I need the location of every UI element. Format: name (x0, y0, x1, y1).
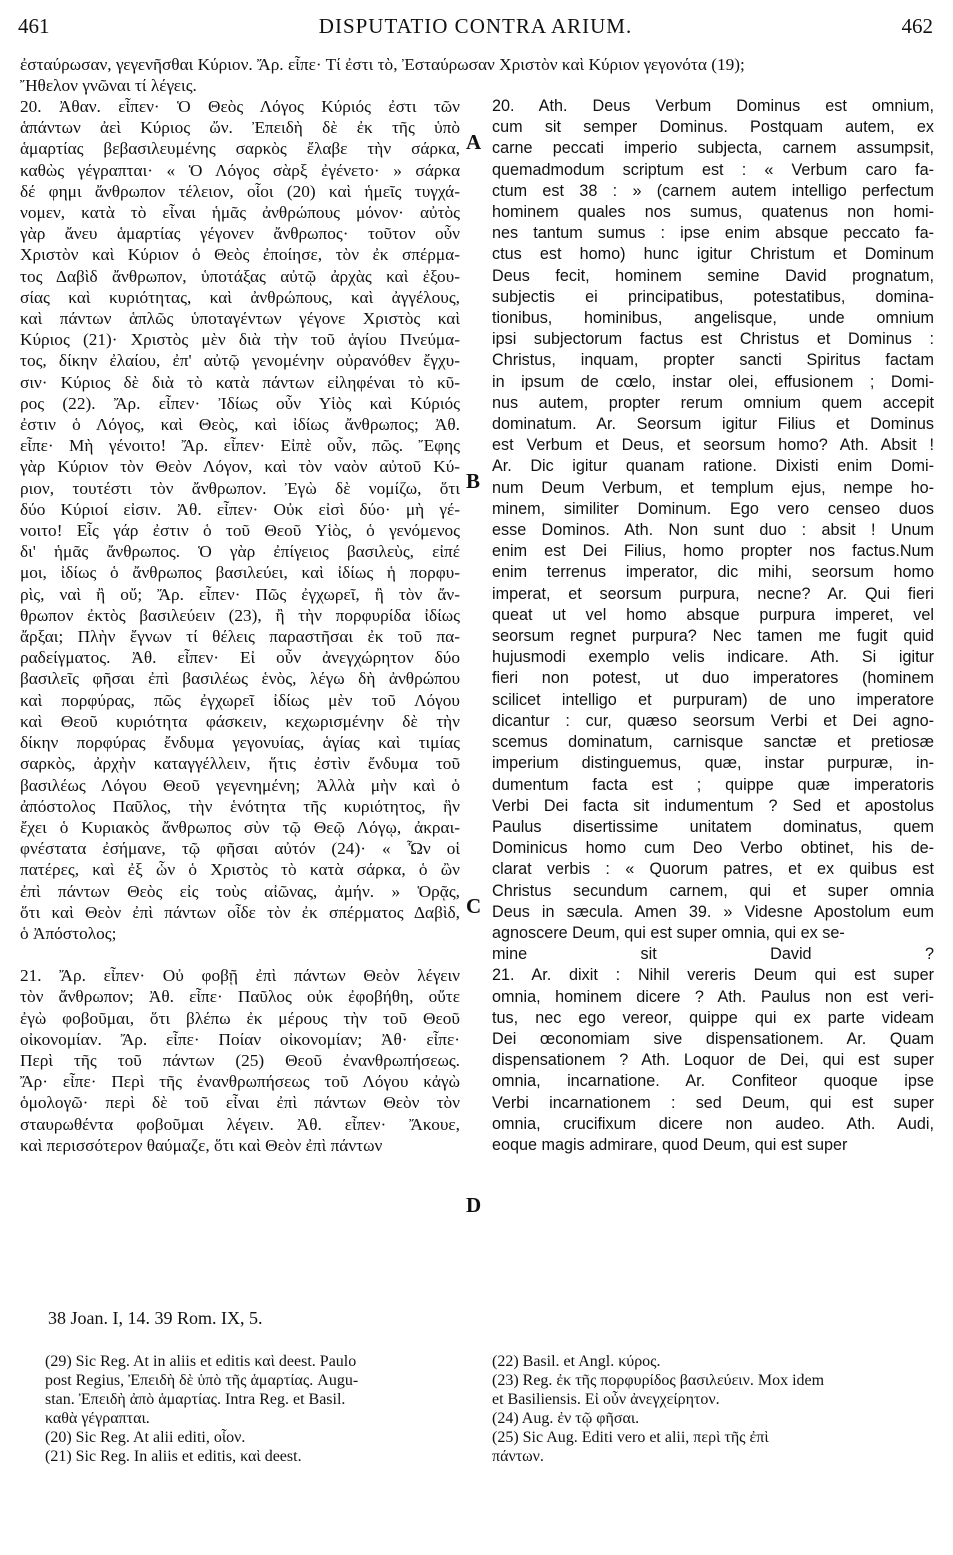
page-number-left: 461 (18, 14, 50, 38)
greek-text-line: σίας καὶ κυριότητας, καὶ ἀνθρώπους, καὶ ἀγγέλους, (20, 287, 460, 307)
latin-text-line: fieri non potest, ut duo imperatores (hominem (492, 669, 934, 688)
latin-text-line: Deus in sæcula. Amen 39. » Videsne Apostolum eum (492, 902, 934, 921)
scripture-references: 38 Joan. I, 14. 39 Rom. IX, 5. (48, 1308, 263, 1328)
latin-text-line: hujusmodi exemplo velis indicare. Ath. Si igitur (492, 648, 934, 667)
latin-text-line: esse Dominos. Ath. Non sunt duo : absit ! Unum (492, 521, 934, 540)
greek-text-line: τος, δίκην ἐλαίου, ἐπ' αὐτῷ γενομένην οὐρανόθεν ἔγχυ- (20, 351, 460, 371)
latin-text-line: enim est Dei Filius, homo propter nos factus.Num (492, 542, 934, 561)
latin-text-line: Verbi incarnationem : sed Deum, qui est super (492, 1093, 934, 1112)
greek-text-line: Ἄρ· εἶπε· Περὶ τῆς ἐνανθρωπήσεως τοῦ Λόγου κἀγὼ (20, 1072, 460, 1092)
greek-text-line: Κύριος (21)· Χριστὸς μὲν διὰ τὴν τοῦ ἁγίου Πνεύμα- (20, 330, 460, 350)
latin-text-line: omnia, hominem dicere ? Ath. Paulus non est veri- (492, 987, 934, 1006)
footnote-line: et Basiliensis. Εἰ οὖν ἀνεγχείρητον. (492, 1391, 720, 1408)
greek-text-line: ριον, τουτέστι τὸν ἄνθρωπον. Ἐγὼ δὲ νομίζω, ὅτι (20, 478, 460, 498)
latin-text-line: scemus dominatum, carnisque sanctæ et pretiosæ (492, 733, 934, 752)
latin-text-line: ipsi subjectorum factus est Christus et Dominus : (492, 330, 934, 349)
footnote-line: (24) Aug. ἐν τῷ φῆσαι. (492, 1410, 640, 1427)
latin-text-line: enim terrenus imperator, dic mihi, seorsum homo (492, 563, 934, 582)
greek-text-line: καὶ πορφύρας, πῶς ἐγχωρεῖ ἰδίως μὲν τοῦ Λόγου (20, 690, 460, 710)
latin-text-line: ctum est 38 : » (carnem autem intelligo perfectum (492, 181, 934, 200)
greek-text-line: ἐγὼ φοβοῦμαι, ὅτι βλέπω ἐκ μέρους τὴν τοῦ Θεοῦ (20, 1008, 460, 1028)
greek-text-line (20, 944, 460, 965)
section-marker-d: D (466, 1193, 482, 1217)
footnote-line: post Regius, Ἐπειδὴ δὲ ὑπὸ τῆς ἁμαρτίας. Augu- (45, 1372, 359, 1389)
greek-text-line: νοιτο! Εἷς γάρ ἐστιν ὁ τοῦ Θεοῦ Υἱὸς, ὁ γενόμενος (20, 521, 460, 541)
greek-top-lines (20, 54, 933, 96)
latin-text-line: Dominicus homo cum Deo Verbo obtinet, his de- (492, 839, 934, 858)
greek-text-line: ἐπὶ πάντων Θεὸς εἰς τοὺς αἰῶνας, ἀμήν. » Ὁρᾷς, (20, 881, 460, 901)
section-marker-b: B (466, 469, 481, 493)
latin-text-line: Verbi Dei facta sit indumentum ? Sed et apostolus (492, 796, 934, 815)
latin-text-line: Ar. Dic igitur quanam ratione. Dixisti enim Domi- (492, 457, 934, 476)
footnote-line: (29) Sic Reg. At in aliis et editis καὶ deest. Paulo (45, 1353, 357, 1370)
greek-text-line: τὸν ἄνθρωπον; Ἀθ. εἶπε· Παῦλος οὐκ ἐφοβήθη, οὔτε (20, 987, 460, 1007)
latin-text-line: nus autem, propter rerum omnium quem accepit (492, 393, 934, 412)
greek-text-line: οἰκονομίαν. Ἄρ. εἶπε· Ποίαν οἰκονομίαν; Ἀθ· εἶπε· (20, 1029, 460, 1049)
greek-text-line: τος Δαβὶδ ἄνθρωπον, ὑποτάξας αὐτῷ ἀρχὰς καὶ ἐξου- (20, 266, 460, 286)
greek-text-line: θρωπον ἐκτὸς βασιλεύειν (23), ἢ τὴν πορφυρίδα ἰδίως (20, 605, 460, 625)
latin-text-line: queat ut vel homo absque purpura imperet, vel (492, 605, 934, 624)
latin-text-line: cum sit semper Dominus. Postquam autem, ex (492, 118, 934, 137)
greek-text-line: 20. Ἀθαν. εἶπεν· Ὁ Θεὸς Λόγος Κύριός ἐστι τῶν (20, 97, 460, 116)
footnotes-right (492, 1352, 932, 1466)
latin-text-line: tionibus, hominibus, angelisque, unde omnium (492, 309, 934, 328)
greek-text-line: καθὼς γέγραπται· « Ὁ Λόγος σὰρξ ἐγένετο· » σάρκα (20, 160, 460, 180)
greek-text-line: ἀπόστολος Παῦλος, τὴν ἑνότητα τῆς κυριότητος, ἣν (20, 796, 460, 816)
greek-text-line: φνέστατα ἐσήμανε, τῷ φῆσαι αὐτόν (24)· « Ὧν οἱ (20, 839, 460, 859)
greek-text-line: δύο Κύριοί εἰσιν. Ἀθ. εἶπεν· Οὐκ εἰσὶ δύο· μὴ γέ- (20, 499, 460, 519)
greek-text-line: ὁ Ἀπόστολος; (20, 923, 117, 943)
footnote-line: stan. Ἐπειδὴ ἀπὸ ἁμαρτίας. Intra Reg. et Basil. (45, 1391, 346, 1408)
greek-text-line: ὁμολογῶ· περὶ δὲ τοῦ εἶναι ἐπὶ πάντων Θεὸν τὸν (20, 1093, 460, 1113)
latin-text-line: in ipsum de cœlo, instar olei, effusionem ; Domi- (492, 372, 934, 391)
greek-text-line: ἁπάντων ἀεὶ Κύριος ὤν. Ἐπειδὴ δὲ ἐκ τῆς ὑπὸ (20, 118, 460, 138)
latin-text-line: omnia, crucifixum dicere non audeo. Ath. Audi, (492, 1114, 934, 1133)
latin-text-line: est Verbum et Deus, et seorsum homo? Ath. Absit ! (492, 436, 934, 455)
latin-text-line: ctus est homo) hunc igitur Christum et Dominum (492, 245, 934, 264)
greek-text-line: νομεν, κατὰ τὸ εἶναι ἡμᾶς ἀνθρώπους μόνον· αὐτὸς (20, 203, 460, 223)
latin-text-line: carne peccati imperio subjecta, carnem assumpsit, (492, 139, 934, 158)
greek-text-line: μοι, ἰδίως ὁ ἄνθρωπος βασιλεύει, καὶ ἰδίως ἡ πορφυ- (20, 563, 460, 583)
greek-top-line: Ἤθελον γνῶναι τί λέγεις. (20, 76, 197, 96)
latin-text-line: seorsum regnet purpura? Nec tamen me fugit quid (492, 627, 934, 646)
latin-text-line: scilicet intelligo et purpuram) de uno imperatore (492, 690, 934, 709)
greek-text-line: καὶ περισσότερον θαύμαζε, ὅτι καὶ Θεὸν ἐπὶ πάντων (20, 1135, 383, 1155)
greek-text-line: σαρκὸς, ἀρχὴν καταγγέλλειν, ἥτις ἐστὶν ἔνδυμα τοῦ (20, 754, 460, 774)
latin-text-line: quemadmodum scriptum est : « Verbum caro fa- (492, 160, 934, 179)
greek-text-line: δίκην πορφύρας ἔνδυμα γεγονυίας, ἁγίας καὶ τιμίας (20, 733, 460, 753)
latin-text-line: clarat verbis : « Quorum patres, et ex quibus est (492, 860, 934, 879)
greek-text-line: εἶπε· Μὴ γένοιτο! Ἄρ. εἶπεν· Εἰπὲ οὖν, πῶς. Ἔφης (20, 436, 460, 456)
latin-text-line: eoque magis admirare, quod Deum, qui est super (492, 1135, 848, 1154)
latin-text-line: dominatum. Ar. Seorsum igitur Filius et Dominus (492, 415, 934, 434)
greek-top-line: ἐσταύρωσαν, γεγενῆσθαι Κύριον. Ἄρ. εἶπε· Τί ἐστι τὸ, Ἐσταύρωσαν Χριστὸν καὶ Κύριον γεγονότα (19); (20, 55, 745, 74)
latin-text-line: hominem quales nos sumus, quatenus non homi- (492, 203, 934, 222)
latin-text-line: Dei œconomiam sive dispensationem. Ar. Quam (492, 1029, 934, 1048)
latin-text-line: minem, similiter Dominum. Ego vero censeo duos (492, 499, 934, 518)
greek-text-line: δέ φημι ἄνθρωπον τέλειον, οἷοι (20) καὶ ἡμεῖς τυγχά- (20, 181, 460, 201)
greek-text-line: σταυρωθέντα φοβοῦμαι λέγειν. Ἀθ. εἶπεν· Ἄκουε, (20, 1114, 460, 1134)
latin-text-line: dumentum facta est ; quippe quæ imperatoris (492, 775, 934, 794)
greek-text-line: ρος (22). Ἄρ. εἶπεν· Ἰδίως οὖν Υἱὸς καὶ Κύριός (20, 393, 460, 413)
latin-text-line: imperat, et seorsum purpura, necne? Ar. Qui fieri (492, 584, 934, 603)
greek-text-line: βασιλεῖς φῆσαι ἐπὶ βασιλέως ἑνὸς, λέγω δὴ ἀνθρώπου (20, 669, 460, 689)
greek-text-line: Περὶ τῆς τοῦ πάντων (25) Θεοῦ ἐνανθρωπήσεως. (20, 1050, 460, 1070)
greek-text-line: 21. Ἄρ. εἶπεν· Οὐ φοβῇ ἐπὶ πάντων Θεὸν λέγειν (20, 966, 460, 986)
latin-text-line: mine sit David ? (492, 945, 934, 964)
footnote-line: (25) Sic Aug. Editi vero et alii, περὶ τῆς ἐπὶ (492, 1429, 769, 1446)
latin-text-line: 21. Ar. dixit : Nihil vereris Deum qui est super (492, 966, 934, 985)
footnotes-left (45, 1352, 465, 1466)
latin-text-line: dispensationem ? Ath. Loquor de Dei, qui est super (492, 1051, 934, 1070)
greek-text-line: ἐστιν ὁ Λόγος, καὶ Θεὸς, καὶ ἰδίως ἄνθρωπος; Ἀθ. (20, 415, 460, 435)
greek-text-line: δι' ἡμᾶς ἄνθρωπος. Ὁ γὰρ ἐπίγειος βασιλεὺς, εἰπέ (20, 542, 460, 562)
running-header (18, 14, 933, 40)
greek-text-line: γὰρ Κύριον τὸν Θεὸν Λόγον, καὶ τὸν ναὸν αὐτοῦ Κύ- (20, 457, 460, 477)
section-marker-c: C (466, 894, 482, 918)
greek-text-line: ἔχει ὁ Κυριακὸς ἄνθρωπος σὺν τῷ Θεῷ Λόγῳ, ἀκραι- (20, 817, 460, 837)
latin-text-line: Paulus disertissime unitatem dominatus, quem (492, 817, 934, 836)
footnote-line: (22) Basil. et Angl. κύρος. (492, 1353, 661, 1370)
latin-text-line: 20. Ath. Deus Verbum Dominus est omnium, (492, 97, 934, 115)
greek-text-line: ραδείγματος. Ἀθ. εἶπεν· Εἰ οὖν ἀνεγχώρητον δύο (20, 648, 460, 668)
footnote-line: (23) Reg. ἐκ τῆς πορφυρίδος βασιλεύειν. Mox idem (492, 1372, 825, 1389)
latin-text-line: subjectis ei principatibus, potestatibus, domina- (492, 287, 934, 306)
footnote-line: (21) Sic Reg. In aliis et editis, καὶ deest. (45, 1448, 302, 1465)
greek-text-line: βασιλέως Λόγου Θεοῦ γεγενημένη; Ἀλλὰ μὴν καὶ ὁ (20, 775, 460, 795)
greek-column (20, 96, 460, 1156)
greek-text-line: ἁμαρτίας βεβασιλευμένης σαρκὸς ἔλαβε τὴν σάρκα, (20, 139, 460, 159)
footnote-line: καθὰ γέγραπται. (45, 1410, 150, 1427)
greek-text-line: πατέρες, καὶ ἐξ ὧν ὁ Χριστὸς τὸ κατὰ σάρκα, ὁ ὢν (20, 860, 460, 880)
latin-text-line: dicantur : cur, quæso seorsum Verbi et Dei agno- (492, 711, 934, 730)
greek-text-line: σιν· Κύριος δὲ διὰ τὸ κατὰ πάντων εἰληφέναι τὸ κῦ- (20, 372, 460, 392)
section-marker-a: A (466, 130, 482, 154)
greek-text-line: γὰρ ἄνευ ἁμαρτίας γέγονεν ἄνθρωπος· τοῦτον οὖν (20, 224, 460, 244)
latin-text-line: Deus fecit, hominem semine David prognatum, (492, 266, 934, 285)
latin-text-line: imperium distinguemus, quæ, instar purpuræ, in- (492, 754, 934, 773)
latin-text-line: tus, nec ego vereor, quippe qui ex parte videam (492, 1008, 934, 1027)
latin-text-line: num Deum Verbum, et templum ejus, nempe ho- (492, 478, 934, 497)
footnote-line: πάντων. (492, 1448, 544, 1465)
greek-text-line: καὶ πάντων ἁπλῶς ὑποταγέντων γέγονε Χριστὸς καὶ (20, 309, 460, 329)
greek-text-line: καὶ Θεοῦ κυριότητα φάσκειν, κεχωρισμένην δὲ τὴν (20, 711, 460, 731)
latin-text-line: Christus secundum carnem, qui et super omnia (492, 881, 934, 900)
latin-text-line: nes tantum sumus : ipse enim absque peccato fa- (492, 224, 934, 243)
footnote-line: (20) Sic Reg. At alii editi, οἷον. (45, 1429, 246, 1446)
greek-text-line: ἄρξαι; Πλὴν ἔγνων τί θέλεις παραστῆσαι ἐκ τοῦ πα- (20, 627, 460, 647)
greek-text-line: Χριστὸν καὶ Κύριον ὁ Θεὸς ἐποίησε, τὸν ἐκ σπέρμα- (20, 245, 460, 265)
latin-column (492, 96, 934, 1156)
greek-text-line: ρὶς, ναὶ ἢ οὔ; Ἄρ. εἶπεν· Πῶς ἐγχωρεῖ, ἢ τὸν ἄν- (20, 584, 460, 604)
greek-text-line: ὅτι καὶ Θεὸν ἐπὶ πάντων οἶδε τὸν ἐκ σπέρματος Δαβὶδ, (20, 902, 460, 922)
running-title: DISPUTATIO CONTRA ARIUM. (318, 14, 633, 38)
latin-text-line: omnia, incarnatione. Ar. Confiteor quoque ipse (492, 1072, 934, 1091)
latin-text-line: Christus, inquam, propter sancti Spiritus factam (492, 351, 934, 370)
latin-text-line: agnoscere Deum, qui est super omnia, qui ex se- (492, 923, 845, 942)
page-number-right: 462 (901, 14, 933, 38)
